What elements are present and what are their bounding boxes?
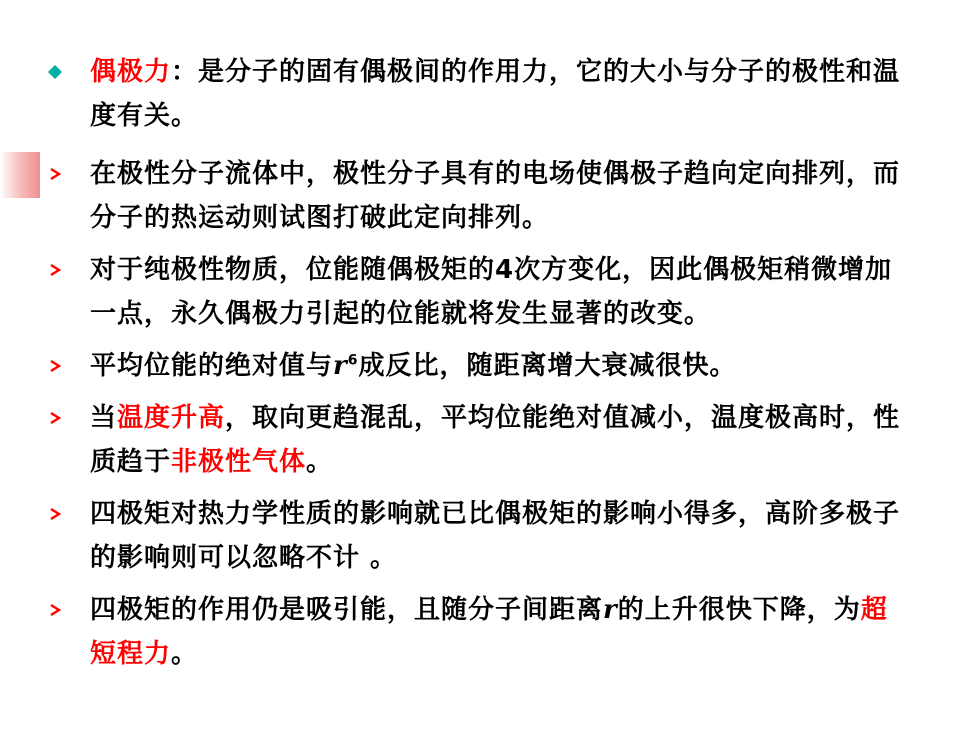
arrow-icon	[48, 588, 90, 632]
highlight-ultra-short-range: 超短程力	[90, 595, 888, 669]
bullet-item-dipole-force	[48, 50, 908, 138]
term-dipole-force: 偶极力	[90, 57, 172, 87]
bullet-item-quadrupole	[48, 492, 908, 580]
bullet-item-polar-fluid	[48, 152, 908, 240]
arrow-icon	[48, 344, 90, 388]
variable-r: r	[603, 595, 618, 625]
bullet-item-temperature	[48, 396, 908, 484]
text-segment: 平均位能的绝对值与	[90, 351, 334, 381]
slide-accent-bar	[0, 152, 40, 198]
bullet-item-inverse-r6	[48, 344, 908, 388]
exponent: 6	[347, 352, 359, 369]
text-segment: 。	[171, 639, 199, 669]
arrow-icon	[48, 152, 90, 196]
bullet-item-pure-polar	[48, 248, 908, 336]
highlight-temperature-rise: 温度升高	[117, 403, 226, 433]
bullet-text	[90, 344, 908, 388]
text-segment: 。	[306, 447, 334, 477]
bullet-text: 在极性分子流体中，极性分子具有的电场使偶极子趋向定向排列，而分子的热运动则试图打破此定向排列。	[90, 159, 901, 233]
bullet-text	[90, 588, 908, 676]
bullet-text	[90, 50, 908, 138]
definition-text: ：是分子的固有偶极间的作用力，它的大小与分子的极性和温度有关。	[90, 57, 901, 131]
diamond-icon	[48, 50, 90, 94]
highlight-nonpolar-gas: 非极性气体	[171, 447, 307, 477]
text-segment: 四极矩的作用仍是吸引能，且随分子间距离	[90, 595, 604, 625]
bullet-text: 对于纯极性物质，位能随偶极矩的4次方变化，因此偶极矩稍微增加一点，永久偶极力引起的位能就将发生显著的改变。	[90, 255, 893, 329]
bullet-text: 四极矩对热力学性质的影响就已比偶极矩的影响小得多，高阶多极子的影响则可以忽略不计 。	[90, 499, 901, 573]
text-segment: 当	[90, 403, 118, 433]
variable-r: r	[333, 351, 348, 381]
bullet-text	[90, 396, 908, 484]
slide-content	[48, 50, 908, 676]
arrow-icon	[48, 248, 90, 292]
text-segment: ，取向更趋混乱，平均位能绝对值减小，温度极高时，性质趋于	[90, 403, 901, 477]
text-segment: 成反比，随距离增大衰减很快。	[358, 351, 737, 381]
arrow-icon	[48, 396, 90, 440]
arrow-icon	[48, 492, 90, 536]
text-segment: 的上升很快下降，为	[617, 595, 861, 625]
bullet-item-short-range	[48, 588, 908, 676]
